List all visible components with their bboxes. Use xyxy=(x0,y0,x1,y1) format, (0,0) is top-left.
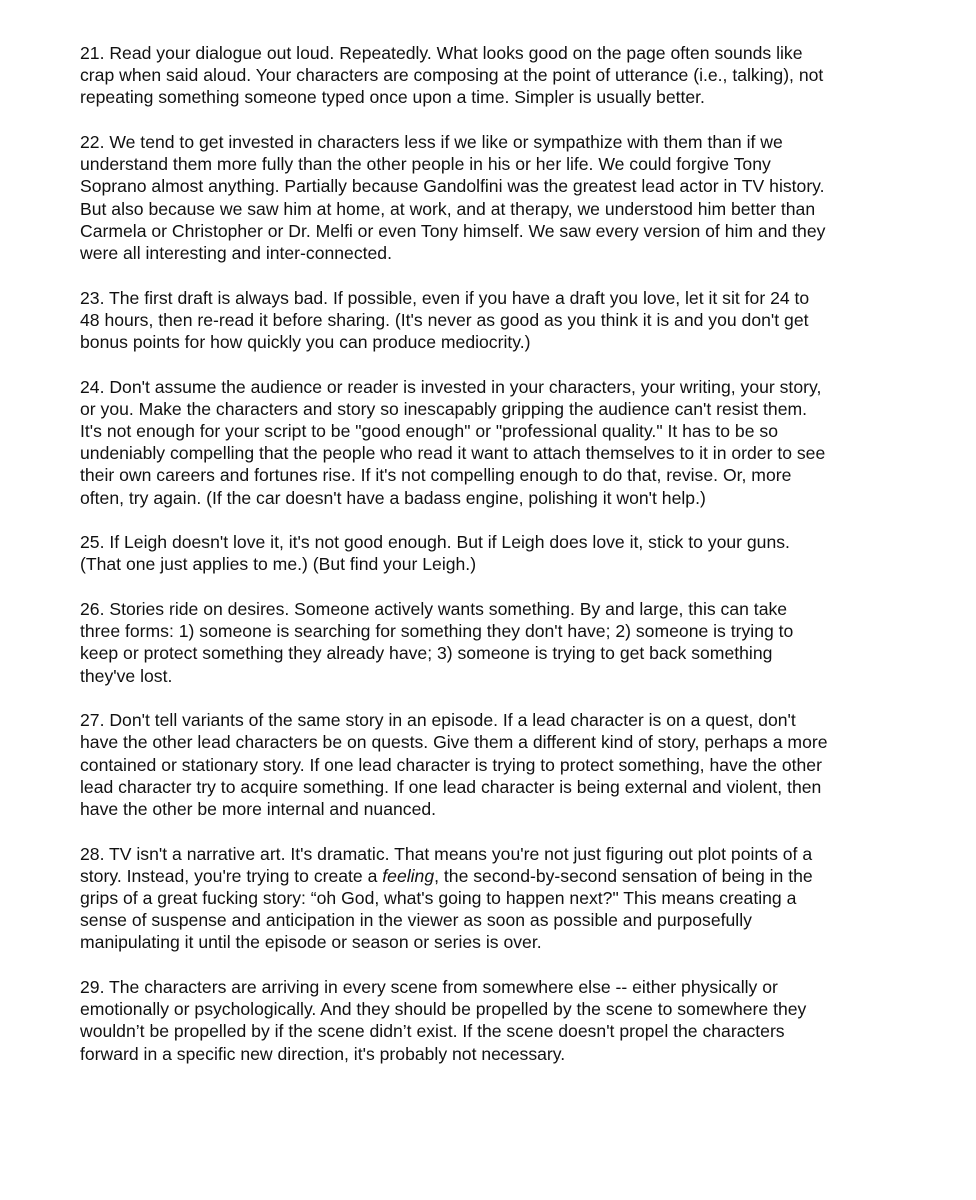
paragraph-28 xyxy=(80,843,896,954)
paragraph-27: 27. Don't tell variants of the same story in an episode. If a lead character is on a quest, don't have the other lead characters be on quests. Give them a different kind of story, perhaps a more contained or stationary story. If one lead character is trying to protect something, have the other lead character try to acquire something. If one lead character is being external and violent, then have the other be more internal and nuanced. xyxy=(80,710,828,820)
paragraph-25: 25. If Leigh doesn't love it, it's not good enough. But if Leigh does love it, stick to your guns. (That one just applies to me.) (But find your Leigh.) xyxy=(80,532,790,575)
paragraph-21: 21. Read your dialogue out loud. Repeatedly. What looks good on the page often sounds like crap when said aloud. Your characters are composing at the point of utterance (i.e., talking), not repeating something someone typed once upon a time. Simpler is usually better. xyxy=(80,43,824,108)
paragraph-24: 24. Don't assume the audience or reader is invested in your characters, your writing, your story, or you. Make the characters and story so inescapably gripping the audience can't resist them. It's not enough for your script to be "good enough" or "professional quality." It has to be so undeniably compelling that the people who read it want to attach themselves to it in order to see their own careers and fortunes rise. If it's not compelling enough to do that, revise. Or, more often, try again. (If the car doesn't have a badass engine, polishing it won't help.) xyxy=(80,376,826,508)
paragraph-26: 26. Stories ride on desires. Someone actively wants something. By and large, this can take three forms: 1) someone is searching for something they don't have; 2) someone is trying to keep or protect something they already have; 3) someone is trying to get back something they've lost. xyxy=(80,599,794,686)
paragraph-28-text-before: 28. TV isn't a narrative art. It's dramatic. That means you're not just figuring out plot points of a story. Instead, you're trying to create a xyxy=(80,843,813,886)
paragraph-28-emphasis: feeling xyxy=(382,865,435,886)
document-body xyxy=(80,42,896,1087)
paragraph-23: 23. The first draft is always bad. If possible, even if you have a draft you love, let it sit for 24 to 48 hours, then re-read it before sharing. (It's never as good as you think it is and you don't get bonus points for how quickly you can produce mediocrity.) xyxy=(80,287,810,353)
paragraph-22: 22. We tend to get invested in characters less if we like or sympathize with them than if we understand them more fully than the other people in his or her life. We could forgive Tony Soprano almost anything. Partially because Gandolfini was the greatest lead actor in TV history. But also because we saw him at home, at work, and at therapy, we understood him better than Carmela or Christopher or Dr. Melfi or even Tony himself. We saw every version of him and they were all interesting and inter-connected. xyxy=(80,132,826,264)
paragraph-28-text-after: , the second-by-second sensation of being in the grips of a great fucking story: “oh God, what's going to happen next?" This means creating a sense of suspense and anticipation in the viewer as soon as possible and purposefully manipulating it until the episode or season or series is over. xyxy=(80,865,813,953)
paragraph-29: 29. The characters are arriving in every scene from somewhere else -- either physically or emotionally or psychologically. And they should be propelled by the scene to somewhere they wouldn’t be propelled by if the scene didn’t exist. If the scene doesn't propel the characters forward in a specific new direction, it's probably not necessary. xyxy=(80,977,807,1064)
